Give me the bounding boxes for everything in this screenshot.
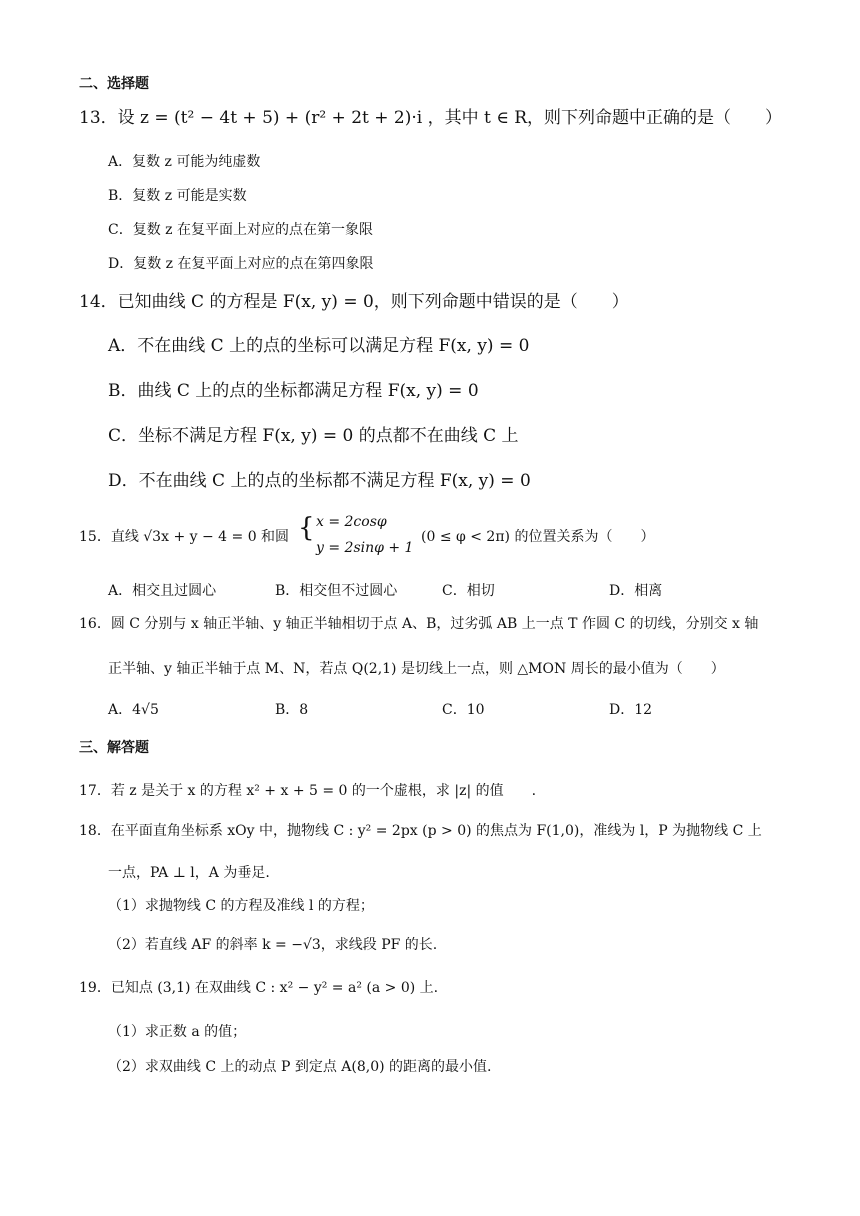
- question-13-stem: 13．设 z = (t² − 4t + 5) + (r² + 2t + 2)·i ，其中 t ∈ R，则下列命题中正确的是（ ）: [79, 108, 783, 128]
- q14-option-b: B．曲线 C 上的点的坐标都满足方程 F(x, y) = 0: [108, 381, 479, 401]
- q18-part-1: （1）求抛物线 C 的方程及准线 l 的方程；: [108, 898, 374, 914]
- q14-option-a: A．不在曲线 C 上的点的坐标可以满足方程 F(x, y) = 0: [108, 336, 530, 356]
- q15-system-line-2: y = 2sinφ + 1: [316, 540, 414, 556]
- question-18-stem-line-1: 18．在平面直角坐标系 xOy 中，抛物线 C : y² = 2px (p > 0) 的焦点为 F(1,0)，准线为 l，P 为抛物线 C 上: [79, 823, 762, 839]
- q18-part-2: （2）若直线 AF 的斜率 k = −√3，求线段 PF 的长.: [108, 937, 438, 953]
- question-16-stem-line-1: 16．圆 C 分别与 x 轴正半轴、y 轴正半轴相切于点 A、B，过劣弧 AB 上一点 T 作圆 C 的切线，分别交 x 轴: [79, 616, 759, 632]
- q15-option-c: C．相切: [442, 583, 495, 599]
- q15-options-row: [0, 581, 860, 601]
- q13-option-a: A．复数 z 可能为纯虚数: [108, 154, 261, 170]
- q16-option-a: A．4√5: [108, 702, 159, 718]
- question-17-stem: 17．若 z 是关于 x 的方程 x² + x + 5 = 0 的一个虚根，求 |z| 的值 .: [79, 783, 537, 799]
- section-heading-answer: 三、解答题: [79, 740, 149, 756]
- q13-option-d: D．复数 z 在复平面上对应的点在第四象限: [108, 256, 374, 272]
- question-18-stem-line-2: 一点，PA ⊥ l，A 为垂足.: [108, 865, 270, 881]
- question-14-stem: 14．已知曲线 C 的方程是 F(x, y) = 0，则下列命题中错误的是（ ）: [79, 292, 629, 312]
- system-brace: {: [298, 513, 315, 543]
- q13-option-c: C．复数 z 在复平面上对应的点在第一象限: [108, 222, 373, 238]
- q15-option-b: B．相交但不过圆心: [275, 583, 398, 599]
- question-19-stem: 19．已知点 (3,1) 在双曲线 C : x² − y² = a² (a > 0) 上.: [79, 980, 439, 996]
- question-15-stem-after: (0 ≤ φ < 2π) 的位置关系为（ ）: [421, 529, 655, 545]
- question-15-stem-before: 15．直线 √3x + y − 4 = 0 和圆: [79, 529, 290, 545]
- q15-option-d: D．相离: [609, 583, 663, 599]
- q16-option-b: B．8: [275, 702, 309, 718]
- q15-option-a: A．相交且过圆心: [108, 583, 217, 599]
- section-heading-choice: 二、选择题: [79, 76, 149, 92]
- q13-option-b: B．复数 z 可能是实数: [108, 188, 247, 204]
- q14-option-c: C．坐标不满足方程 F(x, y) = 0 的点都不在曲线 C 上: [108, 426, 519, 446]
- question-16-stem-line-2: 正半轴、y 轴正半轴于点 M、N，若点 Q(2,1) 是切线上一点，则 △MON 周长的最小值为（ ）: [108, 661, 725, 677]
- q14-option-d: D．不在曲线 C 上的点的坐标都不满足方程 F(x, y) = 0: [108, 471, 531, 491]
- q16-option-c: C．10: [442, 702, 485, 718]
- q16-option-d: D．12: [609, 702, 653, 718]
- q19-part-1: （1）求正数 a 的值；: [108, 1024, 247, 1040]
- q19-part-2: （2）求双曲线 C 上的动点 P 到定点 A(8,0) 的距离的最小值.: [108, 1059, 492, 1075]
- q16-options-row: [0, 700, 860, 720]
- q15-system-line-1: x = 2cosφ: [316, 514, 387, 530]
